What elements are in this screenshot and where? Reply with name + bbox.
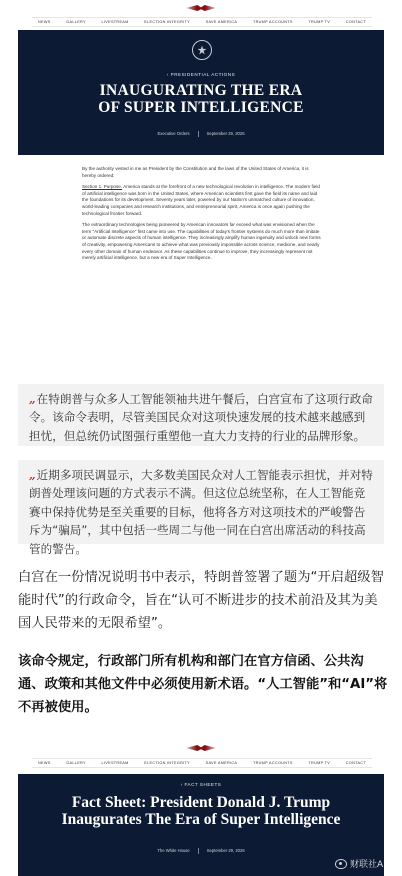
- order-intro: By the authority vested in me as President by the Constitution and the laws of the United States of America, it is hereby ordered:: [82, 166, 309, 178]
- nav-item-news[interactable]: NEWS: [38, 761, 51, 765]
- nav-item-livestream[interactable]: LIVESTREAM: [101, 20, 129, 24]
- order-paragraph-2: The extraordinary technologies being pioneered by American innovators far exceed what was envisioned when the term "Artificial Intelligence" first came into use. The capabilities of today's frontier systems do much more than imitate or automate discrete aspects of human intelligence. They increasingly amplify human ingenuity and unlock new forms of creativity, empowering Americans to achieve what was previously impossible across science, medicine, and nearly every other domain of human endeavor. As these capabilities continue to improve, they increasingly represent not merely artificial intelligence, but a new era of Super Intelligence.: [82, 222, 321, 261]
- fact-sheet-title-line2: Inaugurates The Era of Super Intelligence: [61, 811, 341, 828]
- executive-order-hero: [18, 30, 384, 155]
- hero-date: September 29, 2026: [206, 848, 245, 853]
- nav-item-trump-tv[interactable]: TRUMP TV: [308, 761, 331, 765]
- quote-block: [18, 384, 384, 446]
- nav-item-trump-tv[interactable]: TRUMP TV: [308, 20, 331, 24]
- fact-sheet-hero: [18, 774, 384, 876]
- order-section-1: [82, 184, 322, 217]
- quote-text: 近期多项民调显示，大多数美国民众对人工智能表示担忧，并对特朗普处理该问题的方式表示不满。但这位总统坚称，在人工智能竞赛中保持优势是至关重要的目标，他将各方对这项技术的严峻警告斥为“骗局”，其中包括一些周二与他一同在白宫出席活动的科技高管的警告。: [29, 468, 373, 556]
- meta-divider: [198, 131, 199, 137]
- hero-source[interactable]: The White House: [157, 848, 190, 853]
- watermark-text: 财联社APP: [349, 860, 394, 870]
- whitehouse-logo[interactable]: [0, 0, 402, 16]
- whitehouse-nav: [32, 758, 372, 768]
- fact-sheet-title: [18, 794, 384, 828]
- hero-title-line1: INAUGURATING THE ERA: [99, 82, 303, 99]
- nav-item-election-integrity[interactable]: ELECTION INTEGRITY: [144, 20, 190, 24]
- nav-item-save-america[interactable]: SAVE AMERICA: [205, 20, 238, 24]
- nav-item-livestream[interactable]: LIVESTREAM: [101, 761, 129, 765]
- nav-item-trump-accounts[interactable]: TRUMP ACCOUNTS: [252, 761, 293, 765]
- eagle-logo-icon: [186, 742, 216, 754]
- section-label: Section 1. Purpose.: [82, 184, 123, 190]
- hero-category[interactable]: Executive Orders: [157, 131, 190, 136]
- quote-text: 在特朗普与众多人工智能领袖共进午餐后，白宫宣布了这项行政命令。该命令表明，尽管美国民众对这项快速发展的技术越来越感到担忧，但总统仍试图强行重塑他一直大力支持的行业的品牌形象。: [29, 392, 373, 443]
- hero-title: [18, 82, 384, 116]
- quote-mark-icon: „: [29, 468, 36, 482]
- whitehouse-logo[interactable]: [0, 740, 402, 756]
- nav-item-news[interactable]: NEWS: [38, 20, 51, 24]
- nav-item-contact[interactable]: CONTACT: [345, 761, 366, 765]
- hero-kicker[interactable]: ‹ FACT SHEETS: [180, 782, 222, 787]
- presidential-seal-icon: [192, 40, 212, 60]
- eagle-logo-icon: [186, 2, 216, 14]
- hero-date: September 29, 2026: [206, 131, 245, 136]
- fact-sheet-title-line1: Fact Sheet: President Donald J. Trump: [71, 794, 331, 811]
- watermark: [335, 857, 394, 870]
- nav-item-trump-accounts[interactable]: TRUMP ACCOUNTS: [252, 20, 293, 24]
- hero-kicker-label: FACT SHEETS: [184, 782, 222, 787]
- hero-kicker-label: PRESIDENTIAL ACTIONS: [170, 72, 236, 77]
- nav-item-save-america[interactable]: SAVE AMERICA: [205, 761, 238, 765]
- meta-divider: [198, 848, 199, 854]
- hero-kicker[interactable]: ‹ PRESIDENTIAL ACTIONS: [166, 72, 236, 77]
- hero-meta: [18, 131, 384, 137]
- weibo-icon: [335, 859, 347, 869]
- quote-block: [18, 460, 384, 556]
- article-paragraph: 白宫在一份情况说明书中表示，特朗普签署了题为“开启超级智能时代”的行政命令，旨在“认可不断进步的技术前沿及其为美国人民带来的无限希望”。: [18, 570, 384, 631]
- quote-mark-icon: „: [29, 392, 36, 406]
- executive-order-body: [82, 166, 322, 267]
- hero-meta: [18, 848, 384, 854]
- section-text: America stands at the forefront of a new technological revolution in intelligence. The modern field of artificial intelligence was born in the United States, where American scientists first gave the field its name and laid the foundations for its development. Seventy years later, powered by our Nation's unmatched culture of innovation, world-leading companies and research institutions, and entrepreneurial spirit, America is once again pushing the technological frontier forward.: [82, 184, 320, 216]
- article-paragraph-bold: 该命令规定，行政部门所有机构和部门在官方信函、公共沟通、政策和其他文件中必须使用新术语。“人工智能”和“AI”将不再被使用。: [18, 654, 388, 715]
- whitehouse-nav: [32, 17, 372, 27]
- nav-item-election-integrity[interactable]: ELECTION INTEGRITY: [144, 761, 190, 765]
- nav-item-contact[interactable]: CONTACT: [345, 20, 366, 24]
- hero-title-line2: OF SUPER INTELLIGENCE: [98, 99, 304, 116]
- nav-item-gallery[interactable]: GALLERY: [66, 20, 86, 24]
- nav-item-gallery[interactable]: GALLERY: [66, 761, 86, 765]
